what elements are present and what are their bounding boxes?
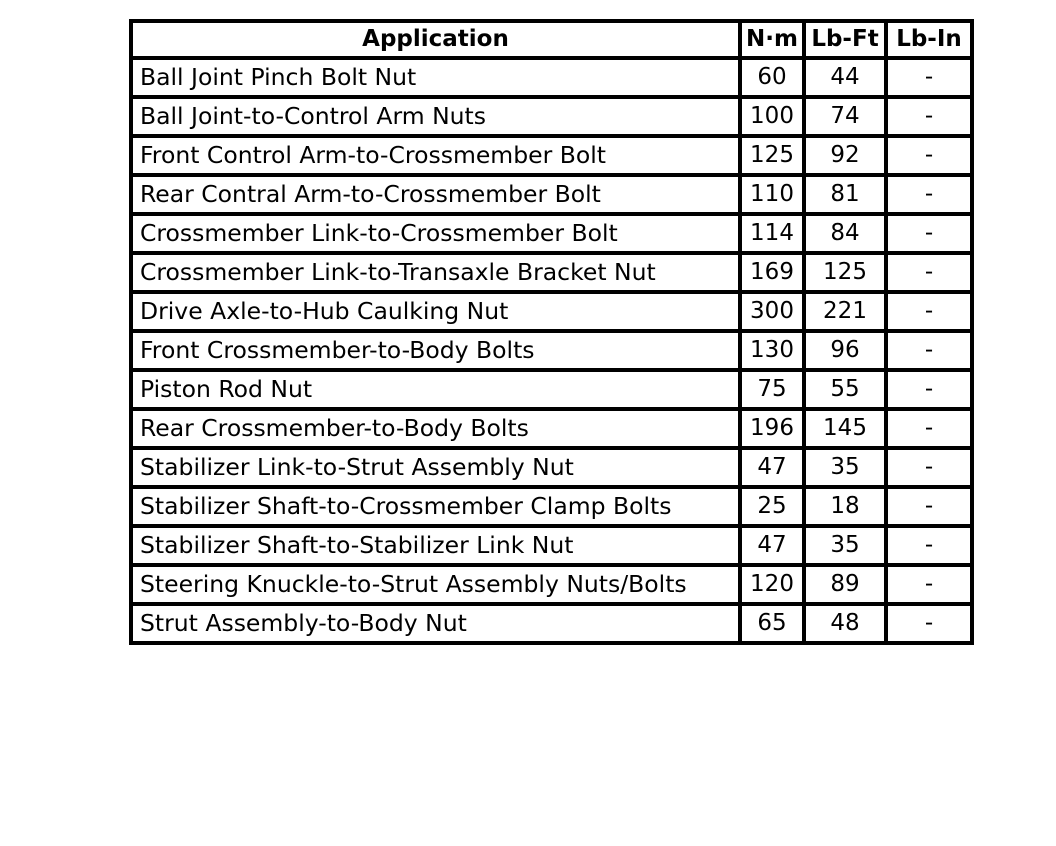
pound-feet-cell: 55 (804, 370, 886, 409)
newton-meters-cell: 196 (740, 409, 804, 448)
newton-meters-cell: 300 (740, 292, 804, 331)
header-newton-meters: N·m (740, 21, 804, 58)
application-cell: Front Control Arm-to-Crossmember Bolt (131, 136, 740, 175)
pound-inches-cell: - (886, 331, 972, 370)
pound-inches-cell: - (886, 58, 972, 97)
newton-meters-cell: 114 (740, 214, 804, 253)
pound-inches-cell: - (886, 565, 972, 604)
application-cell: Front Crossmember-to-Body Bolts (131, 331, 740, 370)
pound-feet-cell: 84 (804, 214, 886, 253)
application-cell: Stabilizer Shaft-to-Crossmember Clamp Bolts (131, 487, 740, 526)
pound-feet-cell: 35 (804, 448, 886, 487)
pound-inches-cell: - (886, 97, 972, 136)
newton-meters-cell: 100 (740, 97, 804, 136)
application-cell: Stabilizer Shaft-to-Stabilizer Link Nut (131, 526, 740, 565)
pound-inches-cell: - (886, 253, 972, 292)
application-cell: Ball Joint-to-Control Arm Nuts (131, 97, 740, 136)
newton-meters-cell: 75 (740, 370, 804, 409)
application-cell: Ball Joint Pinch Bolt Nut (131, 58, 740, 97)
table-row (131, 175, 972, 214)
table-row (131, 448, 972, 487)
newton-meters-cell: 169 (740, 253, 804, 292)
pound-inches-cell: - (886, 409, 972, 448)
application-cell: Piston Rod Nut (131, 370, 740, 409)
pound-feet-cell: 145 (804, 409, 886, 448)
newton-meters-cell: 60 (740, 58, 804, 97)
table-row (131, 565, 972, 604)
pound-feet-cell: 221 (804, 292, 886, 331)
application-cell: Stabilizer Link-to-Strut Assembly Nut (131, 448, 740, 487)
table-row (131, 136, 972, 175)
table-row (131, 331, 972, 370)
application-cell: Crossmember Link-to-Transaxle Bracket Nut (131, 253, 740, 292)
table-header-row (131, 21, 972, 58)
pound-inches-cell: - (886, 175, 972, 214)
table-row (131, 487, 972, 526)
table-row (131, 526, 972, 565)
table-row (131, 370, 972, 409)
table-row (131, 409, 972, 448)
application-cell: Drive Axle-to-Hub Caulking Nut (131, 292, 740, 331)
table-row (131, 604, 972, 643)
pound-feet-cell: 48 (804, 604, 886, 643)
application-cell: Crossmember Link-to-Crossmember Bolt (131, 214, 740, 253)
torque-specification-table (129, 19, 974, 645)
table-row (131, 58, 972, 97)
pound-inches-cell: - (886, 526, 972, 565)
pound-feet-cell: 92 (804, 136, 886, 175)
table-row (131, 292, 972, 331)
table-body (131, 58, 972, 643)
newton-meters-cell: 65 (740, 604, 804, 643)
pound-feet-cell: 96 (804, 331, 886, 370)
table-row (131, 253, 972, 292)
newton-meters-cell: 125 (740, 136, 804, 175)
newton-meters-cell: 120 (740, 565, 804, 604)
application-cell: Rear Contral Arm-to-Crossmember Bolt (131, 175, 740, 214)
newton-meters-cell: 47 (740, 448, 804, 487)
header-pound-feet: Lb-Ft (804, 21, 886, 58)
header-pound-inches: Lb-In (886, 21, 972, 58)
pound-feet-cell: 89 (804, 565, 886, 604)
pound-inches-cell: - (886, 136, 972, 175)
pound-inches-cell: - (886, 292, 972, 331)
table-row (131, 214, 972, 253)
application-cell: Strut Assembly-to-Body Nut (131, 604, 740, 643)
newton-meters-cell: 110 (740, 175, 804, 214)
pound-inches-cell: - (886, 487, 972, 526)
application-cell: Steering Knuckle-to-Strut Assembly Nuts/Bolts (131, 565, 740, 604)
pound-feet-cell: 18 (804, 487, 886, 526)
pound-feet-cell: 74 (804, 97, 886, 136)
pound-inches-cell: - (886, 370, 972, 409)
pound-feet-cell: 125 (804, 253, 886, 292)
newton-meters-cell: 47 (740, 526, 804, 565)
pound-feet-cell: 44 (804, 58, 886, 97)
table-row (131, 97, 972, 136)
pound-feet-cell: 81 (804, 175, 886, 214)
pound-inches-cell: - (886, 214, 972, 253)
pound-inches-cell: - (886, 448, 972, 487)
pound-feet-cell: 35 (804, 526, 886, 565)
application-cell: Rear Crossmember-to-Body Bolts (131, 409, 740, 448)
pound-inches-cell: - (886, 604, 972, 643)
header-application: Application (131, 21, 740, 58)
newton-meters-cell: 25 (740, 487, 804, 526)
newton-meters-cell: 130 (740, 331, 804, 370)
